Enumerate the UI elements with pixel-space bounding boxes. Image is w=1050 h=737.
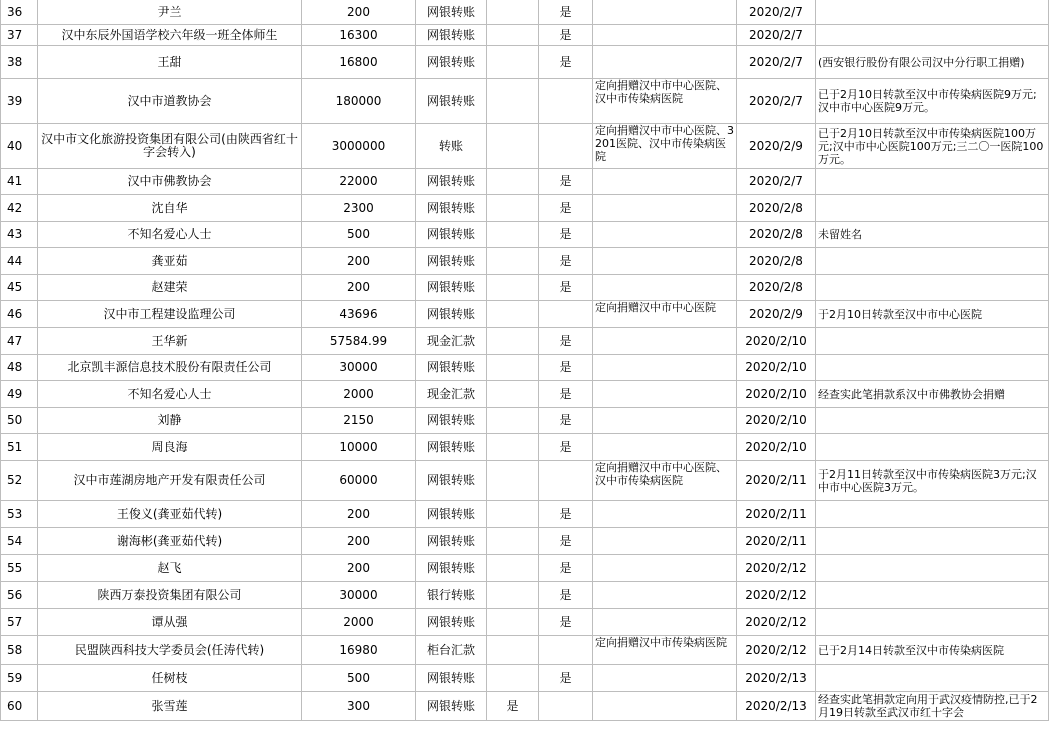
purpose-cell[interactable] [593,528,737,555]
row-number-cell[interactable]: 57 [1,609,38,636]
table-row [1,555,1049,582]
date-cell[interactable]: 2020/2/12 [737,609,816,636]
table-row [1,169,1049,195]
flag-cell[interactable]: 是 [487,692,539,721]
row-number-cell[interactable]: 53 [1,501,38,528]
flag-cell[interactable] [487,328,539,355]
payment-method-cell[interactable]: 网银转账 [416,275,487,301]
row-number-cell[interactable]: 42 [1,195,38,222]
flag-cell[interactable] [487,461,539,501]
donor-name-cell[interactable]: 王俊义(龚亚茹代转) [38,501,302,528]
date-cell[interactable]: 2020/2/7 [737,79,816,124]
row-number-cell[interactable]: 46 [1,301,38,328]
row-number-cell[interactable]: 48 [1,355,38,381]
note-cell[interactable] [816,609,1049,636]
payment-method-cell[interactable]: 现金汇款 [416,328,487,355]
date-cell[interactable]: 2020/2/9 [737,301,816,328]
donor-name-cell[interactable]: 不知名爱心人士 [38,222,302,248]
table-row [1,665,1049,692]
flag-cell[interactable] [487,275,539,301]
non-directed-flag-cell[interactable] [539,692,593,721]
donor-name-cell[interactable]: 赵飞 [38,555,302,582]
flag-cell[interactable] [487,381,539,408]
amount-cell[interactable]: 10000 [302,434,416,461]
note-cell[interactable]: (西安银行股份有限公司汉中分行职工捐赠) [816,46,1049,79]
note-cell[interactable]: 已于2月10日转款至汉中市传染病医院9万元;汉中市中心医院9万元。 [816,79,1049,124]
donor-name-cell[interactable]: 周良海 [38,434,302,461]
table-row [1,461,1049,501]
flag-cell[interactable] [487,169,539,195]
payment-method-cell[interactable]: 网银转账 [416,169,487,195]
table-row [1,124,1049,169]
non-directed-flag-cell[interactable]: 是 [539,501,593,528]
non-directed-flag-cell[interactable]: 是 [539,408,593,434]
purpose-cell[interactable] [593,328,737,355]
donor-name-cell[interactable]: 汉中市文化旅游投资集团有限公司(由陕西省红十字会转入) [38,124,302,169]
payment-method-cell[interactable]: 网银转账 [416,79,487,124]
payment-method-cell[interactable]: 网银转账 [416,501,487,528]
flag-cell[interactable] [487,665,539,692]
non-directed-flag-cell[interactable]: 是 [539,434,593,461]
non-directed-flag-cell[interactable]: 是 [539,275,593,301]
payment-method-cell[interactable]: 转账 [416,124,487,169]
date-cell[interactable]: 2020/2/7 [737,169,816,195]
note-cell[interactable] [816,0,1049,25]
row-number-cell[interactable]: 52 [1,461,38,501]
payment-method-cell[interactable]: 柜台汇款 [416,636,487,665]
non-directed-flag-cell[interactable] [539,124,593,169]
table-row [1,582,1049,609]
note-cell[interactable] [816,195,1049,222]
non-directed-flag-cell[interactable]: 是 [539,528,593,555]
amount-cell[interactable]: 200 [302,501,416,528]
amount-cell[interactable]: 30000 [302,355,416,381]
date-cell[interactable]: 2020/2/11 [737,528,816,555]
note-cell[interactable] [816,275,1049,301]
purpose-cell[interactable] [593,195,737,222]
date-cell[interactable]: 2020/2/8 [737,195,816,222]
row-number-cell[interactable]: 36 [1,0,38,25]
purpose-cell[interactable] [593,0,737,25]
table-row [1,355,1049,381]
date-cell[interactable]: 2020/2/12 [737,636,816,665]
amount-cell[interactable]: 2150 [302,408,416,434]
non-directed-flag-cell[interactable] [539,79,593,124]
purpose-cell[interactable]: 定向捐赠汉中市中心医院 [593,301,737,328]
payment-method-cell[interactable]: 网银转账 [416,195,487,222]
row-number-cell[interactable]: 41 [1,169,38,195]
row-number-cell[interactable]: 51 [1,434,38,461]
purpose-cell[interactable] [593,46,737,79]
amount-cell[interactable]: 16300 [302,25,416,46]
purpose-cell[interactable] [593,381,737,408]
note-cell[interactable] [816,355,1049,381]
payment-method-cell[interactable]: 网银转账 [416,301,487,328]
donor-name-cell[interactable]: 汉中东辰外国语学校六年级一班全体师生 [38,25,302,46]
payment-method-cell[interactable]: 网银转账 [416,408,487,434]
payment-method-cell[interactable]: 网银转账 [416,528,487,555]
non-directed-flag-cell[interactable]: 是 [539,46,593,79]
table-row [1,79,1049,124]
date-cell[interactable]: 2020/2/13 [737,665,816,692]
flag-cell[interactable] [487,582,539,609]
non-directed-flag-cell[interactable] [539,636,593,665]
table-row [1,636,1049,665]
date-cell[interactable]: 2020/2/10 [737,381,816,408]
purpose-cell[interactable]: 定向捐赠汉中市中心医院、汉中市传染病医院 [593,79,737,124]
amount-cell[interactable]: 500 [302,222,416,248]
amount-cell[interactable]: 200 [302,275,416,301]
non-directed-flag-cell[interactable] [539,301,593,328]
non-directed-flag-cell[interactable]: 是 [539,25,593,46]
donor-name-cell[interactable]: 王华新 [38,328,302,355]
donor-name-cell[interactable]: 王甜 [38,46,302,79]
donor-name-cell[interactable]: 汉中市道教协会 [38,79,302,124]
donor-name-cell[interactable]: 张雪莲 [38,692,302,721]
purpose-cell[interactable] [593,355,737,381]
note-cell[interactable]: 经查实此笔捐款定向用于武汉疫情防控,已于2月19日转款至武汉市红十字会 [816,692,1049,721]
table-row [1,434,1049,461]
non-directed-flag-cell[interactable]: 是 [539,222,593,248]
date-cell[interactable]: 2020/2/12 [737,555,816,582]
flag-cell[interactable] [487,528,539,555]
donor-name-cell[interactable]: 北京凯丰源信息技术股份有限责任公司 [38,355,302,381]
table-row [1,0,1049,25]
note-cell[interactable] [816,328,1049,355]
payment-method-cell[interactable]: 网银转账 [416,25,487,46]
row-number-cell[interactable]: 43 [1,222,38,248]
non-directed-flag-cell[interactable]: 是 [539,665,593,692]
table-row [1,46,1049,79]
date-cell[interactable]: 2020/2/8 [737,275,816,301]
amount-cell[interactable]: 22000 [302,169,416,195]
amount-cell[interactable]: 16980 [302,636,416,665]
table-row [1,195,1049,222]
flag-cell[interactable] [487,408,539,434]
non-directed-flag-cell[interactable]: 是 [539,582,593,609]
date-cell[interactable]: 2020/2/10 [737,434,816,461]
purpose-cell[interactable] [593,408,737,434]
row-number-cell[interactable]: 58 [1,636,38,665]
amount-cell[interactable]: 16800 [302,46,416,79]
donor-name-cell[interactable]: 民盟陕西科技大学委员会(任涛代转) [38,636,302,665]
row-number-cell[interactable]: 56 [1,582,38,609]
donor-name-cell[interactable]: 刘静 [38,408,302,434]
note-cell[interactable] [816,169,1049,195]
payment-method-cell[interactable]: 网银转账 [416,0,487,25]
amount-cell[interactable]: 300 [302,692,416,721]
date-cell[interactable]: 2020/2/11 [737,501,816,528]
donor-name-cell[interactable]: 赵建荣 [38,275,302,301]
purpose-cell[interactable] [593,275,737,301]
donor-name-cell[interactable]: 任树枝 [38,665,302,692]
table-row [1,692,1049,721]
flag-cell[interactable] [487,195,539,222]
non-directed-flag-cell[interactable] [539,461,593,501]
non-directed-flag-cell[interactable]: 是 [539,169,593,195]
purpose-cell[interactable] [593,582,737,609]
amount-cell[interactable]: 43696 [302,301,416,328]
amount-cell[interactable]: 500 [302,665,416,692]
non-directed-flag-cell[interactable]: 是 [539,381,593,408]
row-number-cell[interactable]: 47 [1,328,38,355]
row-number-cell[interactable]: 38 [1,46,38,79]
purpose-cell[interactable] [593,248,737,275]
amount-cell[interactable]: 2000 [302,381,416,408]
row-number-cell[interactable]: 49 [1,381,38,408]
purpose-cell[interactable] [593,609,737,636]
non-directed-flag-cell[interactable]: 是 [539,248,593,275]
date-cell[interactable]: 2020/2/13 [737,692,816,721]
note-cell[interactable]: 于2月11日转款至汉中市传染病医院3万元;汉中市中心医院3万元。 [816,461,1049,501]
date-cell[interactable]: 2020/2/12 [737,582,816,609]
date-cell[interactable]: 2020/2/7 [737,0,816,25]
flag-cell[interactable] [487,355,539,381]
purpose-cell[interactable]: 定向捐赠汉中市中心医院、3201医院、汉中市传染病医院 [593,124,737,169]
donor-name-cell[interactable]: 龚亚茹 [38,248,302,275]
amount-cell[interactable]: 180000 [302,79,416,124]
row-number-cell[interactable]: 55 [1,555,38,582]
table-row [1,381,1049,408]
payment-method-cell[interactable]: 银行转账 [416,582,487,609]
payment-method-cell[interactable]: 网银转账 [416,434,487,461]
flag-cell[interactable] [487,25,539,46]
non-directed-flag-cell[interactable]: 是 [539,609,593,636]
date-cell[interactable]: 2020/2/8 [737,222,816,248]
date-cell[interactable]: 2020/2/10 [737,328,816,355]
flag-cell[interactable] [487,555,539,582]
amount-cell[interactable]: 200 [302,0,416,25]
donor-name-cell[interactable]: 谢海彬(龚亚茹代转) [38,528,302,555]
purpose-cell[interactable]: 定向捐赠汉中市中心医院、汉中市传染病医院 [593,461,737,501]
table-row [1,222,1049,248]
note-cell[interactable] [816,434,1049,461]
flag-cell[interactable] [487,636,539,665]
donor-name-cell[interactable]: 沈自华 [38,195,302,222]
donor-name-cell[interactable]: 尹兰 [38,0,302,25]
payment-method-cell[interactable]: 网银转账 [416,692,487,721]
row-number-cell[interactable]: 37 [1,25,38,46]
amount-cell[interactable]: 200 [302,555,416,582]
table-row [1,528,1049,555]
row-number-cell[interactable]: 59 [1,665,38,692]
table-row [1,501,1049,528]
flag-cell[interactable] [487,301,539,328]
payment-method-cell[interactable]: 网银转账 [416,461,487,501]
flag-cell[interactable] [487,434,539,461]
purpose-cell[interactable] [593,665,737,692]
flag-cell[interactable] [487,222,539,248]
note-cell[interactable]: 已于2月10日转款至汉中市传染病医院100万元;汉中市中心医院100万元;三二〇一医院100万元。 [816,124,1049,169]
table-row [1,275,1049,301]
note-cell[interactable] [816,248,1049,275]
amount-cell[interactable]: 3000000 [302,124,416,169]
flag-cell[interactable] [487,46,539,79]
payment-method-cell[interactable]: 网银转账 [416,609,487,636]
donor-name-cell[interactable]: 陕西万泰投资集团有限公司 [38,582,302,609]
table-row [1,301,1049,328]
row-number-cell[interactable]: 40 [1,124,38,169]
date-cell[interactable]: 2020/2/10 [737,408,816,434]
date-cell[interactable]: 2020/2/7 [737,46,816,79]
table-row [1,408,1049,434]
non-directed-flag-cell[interactable]: 是 [539,328,593,355]
amount-cell[interactable]: 30000 [302,582,416,609]
table-row [1,25,1049,46]
donor-name-cell[interactable]: 汉中市佛教协会 [38,169,302,195]
row-number-cell[interactable]: 45 [1,275,38,301]
flag-cell[interactable] [487,609,539,636]
amount-cell[interactable]: 200 [302,528,416,555]
amount-cell[interactable]: 2300 [302,195,416,222]
row-number-cell[interactable]: 50 [1,408,38,434]
non-directed-flag-cell[interactable]: 是 [539,195,593,222]
note-cell[interactable]: 已于2月14日转款至汉中市传染病医院 [816,636,1049,665]
row-number-cell[interactable]: 54 [1,528,38,555]
table-row [1,248,1049,275]
purpose-cell[interactable] [593,169,737,195]
flag-cell[interactable] [487,124,539,169]
table-body [1,0,1049,721]
note-cell[interactable] [816,555,1049,582]
purpose-cell[interactable] [593,434,737,461]
flag-cell[interactable] [487,501,539,528]
non-directed-flag-cell[interactable]: 是 [539,355,593,381]
flag-cell[interactable] [487,0,539,25]
donor-name-cell[interactable]: 汉中市莲湖房地产开发有限责任公司 [38,461,302,501]
note-cell[interactable] [816,582,1049,609]
purpose-cell[interactable] [593,222,737,248]
non-directed-flag-cell[interactable]: 是 [539,555,593,582]
note-cell[interactable] [816,25,1049,46]
flag-cell[interactable] [487,248,539,275]
note-cell[interactable] [816,665,1049,692]
flag-cell[interactable] [487,79,539,124]
payment-method-cell[interactable]: 网银转账 [416,248,487,275]
table-row [1,609,1049,636]
date-cell[interactable]: 2020/2/11 [737,461,816,501]
purpose-cell[interactable] [593,555,737,582]
non-directed-flag-cell[interactable]: 是 [539,0,593,25]
payment-method-cell[interactable]: 网银转账 [416,355,487,381]
donor-name-cell[interactable]: 谭从强 [38,609,302,636]
note-cell[interactable] [816,528,1049,555]
payment-method-cell[interactable]: 现金汇款 [416,381,487,408]
note-cell[interactable]: 经查实此笔捐款系汉中市佛教协会捐赠 [816,381,1049,408]
note-cell[interactable]: 未留姓名 [816,222,1049,248]
purpose-cell[interactable] [593,692,737,721]
date-cell[interactable]: 2020/2/9 [737,124,816,169]
row-number-cell[interactable]: 60 [1,692,38,721]
date-cell[interactable]: 2020/2/7 [737,25,816,46]
purpose-cell[interactable] [593,501,737,528]
payment-method-cell[interactable]: 网银转账 [416,665,487,692]
payment-method-cell[interactable]: 网银转账 [416,222,487,248]
amount-cell[interactable]: 57584.99 [302,328,416,355]
date-cell[interactable]: 2020/2/8 [737,248,816,275]
purpose-cell[interactable]: 定向捐赠汉中市传染病医院 [593,636,737,665]
purpose-cell[interactable] [593,25,737,46]
row-number-cell[interactable]: 44 [1,248,38,275]
amount-cell[interactable]: 200 [302,248,416,275]
donor-name-cell[interactable]: 不知名爱心人士 [38,381,302,408]
amount-cell[interactable]: 60000 [302,461,416,501]
date-cell[interactable]: 2020/2/10 [737,355,816,381]
note-cell[interactable] [816,501,1049,528]
note-cell[interactable] [816,408,1049,434]
payment-method-cell[interactable]: 网银转账 [416,46,487,79]
payment-method-cell[interactable]: 网银转账 [416,555,487,582]
amount-cell[interactable]: 2000 [302,609,416,636]
note-cell[interactable]: 于2月10日转款至汉中市中心医院 [816,301,1049,328]
table-row [1,328,1049,355]
donor-name-cell[interactable]: 汉中市工程建设监理公司 [38,301,302,328]
row-number-cell[interactable]: 39 [1,79,38,124]
